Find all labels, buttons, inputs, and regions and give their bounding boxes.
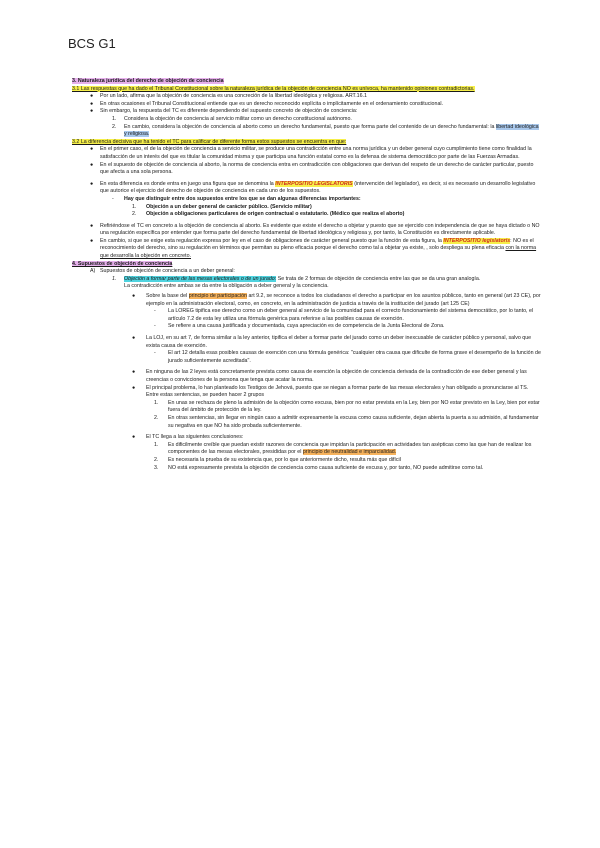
list-item: 2. Es necesaria la prueba de su existencia que, por lo que anteriormente dicho, resulta más que difícil: [154, 456, 401, 463]
dash-marker: -: [154, 323, 156, 330]
bullet-icon: ●: [132, 384, 136, 391]
list-item: 1. Objeción a formar parte de las mesas electorales o de un jurado: Se trata de 2 formas de objeción de conciencia entre las que se da una gran analogía.: [112, 275, 481, 282]
number-marker: 2.: [154, 456, 159, 463]
list-item: 1. Objeción a un deber general de carácter público. (Servicio militar): [132, 203, 312, 210]
number-marker: 1.: [132, 203, 137, 210]
section-3-heading: 3. Naturaleza jurídica del derecho de objeción de conciencia: [72, 78, 224, 84]
list-item: ● La LOJ, en su art 7, de forma similar a la ley anterior, tipifica el deber a formar parte del jurado como un deber inexcusable de carácter público y personal, salvo que exista causa de exención.: [132, 335, 532, 349]
list-item: ● Sin embargo, la respuesta del TC es diferente dependiendo del supuesto concreto de objeción de conciencia:: [90, 108, 358, 115]
list-item: 1. En unas se rechaza de pleno la admisión de la objeción como excusa, bien por no estar prevista en la Ley, bien por NO estar previsto en la Ley, bien por estar fuera del ámbito de protección de la ley.: [154, 399, 540, 414]
number-marker: 2.: [154, 414, 159, 421]
list-item: ● En cambio, si que se exige esta regulación expresa por ley en el caso de obligaciones de carácter general puesto que la función de esta figura, la INTERPOSITIO legislatoris: NO es el reconocimiento del derecho, sino su regulación en términos que permitan su pleno eficacia porque el derecho como tal a objetar ya existe, , solo despliega su plena eficacia con la norma que desarrolla la objeción en concreto.: [90, 237, 537, 260]
bullet-icon: ●: [90, 237, 94, 244]
list-item: - Se refiere a una causa justificada y documentada, cuya apreciación es de competencia de la Junta Electoral de Zona.: [154, 323, 445, 330]
list-item: ● El principal problema, lo han planteado los Testigos de Jehová, puesto que se niegan a formar parte de las mesas electorales y han obligado a pronunciarse al TS. Entre estas sentencias, se pueden hacer 2 grupos: [132, 384, 529, 399]
bullet-icon: ●: [132, 335, 136, 341]
section-4-heading: 4. Supuestos de objeción de conciencia: [72, 260, 173, 267]
paragraph: La contradicción entre ambas se da entre la obligación a deber general y la conciencia.: [124, 283, 329, 290]
list-item: 3. NO está expresamente prevista la objeción de conciencia como causa suficiente de excusa y, por tanto, NO puede admitirse como tal.: [154, 464, 484, 471]
list-item: 2. En cambio, considera la objeción de conciencia al aborto como un derecho fundamental, puesto que forma parte del contenido de un derecho fundamental: la libertad ideológica y religiosa.: [112, 123, 539, 138]
dash-marker: -: [112, 195, 114, 202]
list-item: - El art 12 detalla esas posibles causas de exención con una fórmula genérica: "cualquier otra causa que dificulte de forma grave el desempeño de la función de jurado suficientemente acreditada".: [154, 350, 541, 364]
list-item: 1. Es dificilmente creíble que puedan existir razones de conciencia que impidan la participación en actividades tan asépticas como las que han de realizar los componentes de las mesas electorales, presididas por el principio de neutralidad e imparcialidad.: [154, 441, 532, 456]
dash-marker: -: [154, 308, 156, 315]
bullet-icon: ●: [90, 100, 94, 107]
number-marker: 2.: [112, 123, 117, 130]
bullet-icon: ●: [132, 369, 136, 376]
subsection-3-1: 3.1 Las respuestas que ha dado el Tribunal Constitucional sobre la naturaleza jurídica de la objeción de conciencia NO es unívoca, ha mantenido opiniones contradictorias.: [72, 85, 475, 92]
list-item: ● Sobre la base del principio de participación art 9.2, se reconoce a todos los ciudadanos el derecho a participar en los asuntos públicos, tanto en general (art 23 CE), por ejemplo en la administración electoral, como, en concreto, en la administración de justicia a través de la institución del jurado (art 125 CE): [132, 293, 541, 307]
list-item: A) Supuestos de objeción de conciencia a un deber general:: [90, 268, 235, 275]
bullet-icon: ●: [90, 222, 94, 229]
bullet-icon: ●: [90, 108, 94, 115]
subsection-3-2: 3.2 La diferencia decisiva que ha tenido el TC para calificar de diferente forma estos supuestos se encuentra en que:: [72, 138, 347, 145]
list-item: ● En otras ocasiones el Tribunal Constitucional entiende que es un derecho reconocido explícita o implícitamente en el ordenamiento constitucional.: [90, 100, 444, 107]
list-item: - Hay que distinguir entre dos supuestos entre los que se dan algunas diferencias importantes:: [112, 195, 361, 202]
number-marker: 3.: [154, 464, 159, 471]
bullet-icon: ●: [132, 434, 136, 441]
dash-marker: -: [154, 350, 156, 357]
list-item: - La LOREG tipifica ese derecho como un deber general al servicio de la comunidad para el correcto funcionamiento del sistema democrático, por lo tanto, el artículo 7.2 de esta ley utiliza una fórmula genérica para referirse a las posibles causas de exención.: [154, 308, 534, 322]
number-marker: 1.: [112, 275, 117, 282]
letter-marker: A): [90, 268, 96, 275]
document-body: [72, 78, 542, 472]
list-item: ● El TC llega a las siguientes conclusiones:: [132, 434, 244, 441]
number-marker: 2.: [132, 211, 137, 218]
list-item: ● En esta diferencia es donde entra en juego una figura que se denomina la INTERPOSITIO LEGISLATORIS (intervención del legislador), es decir, si es necesario un desarrollo legislativo que autorice el ejercicio del derecho de objeción de conciencia en cada uno de los supuestos.: [90, 180, 536, 195]
list-item: 2. Objeción a obligaciones particulares de origen contractual o estatutario. (Médico que realiza el aborto): [132, 211, 405, 218]
list-item: 2. En otras sentencias, sin llegar en ningún caso a admitir expresamente la excusa como causa suficiente, dejan abierta la puerta a su admisión, al fundamentar su negativa en que NO ha sido probada suficientemente.: [154, 414, 539, 429]
bullet-icon: ●: [90, 93, 94, 100]
document-title: BCS G1: [68, 36, 116, 51]
number-marker: 1.: [154, 399, 159, 406]
list-item: ● En el primer caso, el de la objeción de conciencia a servicio militar, se produce una contradicción entre una norma jurídica y un deber general cuyo cumplimiento tiene como finalidad la satisfacción de un interés del que es titular la comunidad misma y que participa una función estatal como es la defensa de sistema democrático por parte de las Fuerzas Armadas.: [90, 146, 532, 160]
list-item: ● En ninguna de las 2 leyes está concretamente prevista como causa de exención la objeción de conciencia derivada de la contradicción de ese deber general y las creencias o convicciones de la persona que tenga que acatar la norma.: [132, 369, 527, 383]
bullet-icon: ●: [132, 293, 136, 300]
bullet-icon: ●: [90, 146, 94, 153]
list-item: ● Refiriéndose el TC en concreto a la objeción de conciencia al aborto. Es evidente que existe el derecho a objetar y puesto que se ejercido con independencia de que se haya dictado o NO una regulación específica por entender que forma parte del derecho fundamental de libertad ideológica y religiosa y, por tanto, la Constitución es directamente aplicable.: [90, 222, 540, 237]
list-item: 1. Considera la objeción de conciencia al servicio militar como un derecho constitucional autónomo.: [112, 115, 352, 122]
number-marker: 1.: [154, 441, 159, 448]
number-marker: 1.: [112, 115, 117, 122]
list-item: ● En el supuesto de objeción de conciencia al aborto, la norma de conciencia entra en contradicción con obligaciones que derivan del respeto de un derecho de carácter particular, puesto que afecta a una sola persona.: [90, 161, 534, 176]
list-item: ● Por un lado, afirma que la objeción de conciencia es una concreción de la libertad ideológica y religiosa. ART.16.1: [90, 93, 367, 100]
bullet-icon: ●: [90, 161, 94, 168]
bullet-icon: ●: [90, 180, 94, 187]
